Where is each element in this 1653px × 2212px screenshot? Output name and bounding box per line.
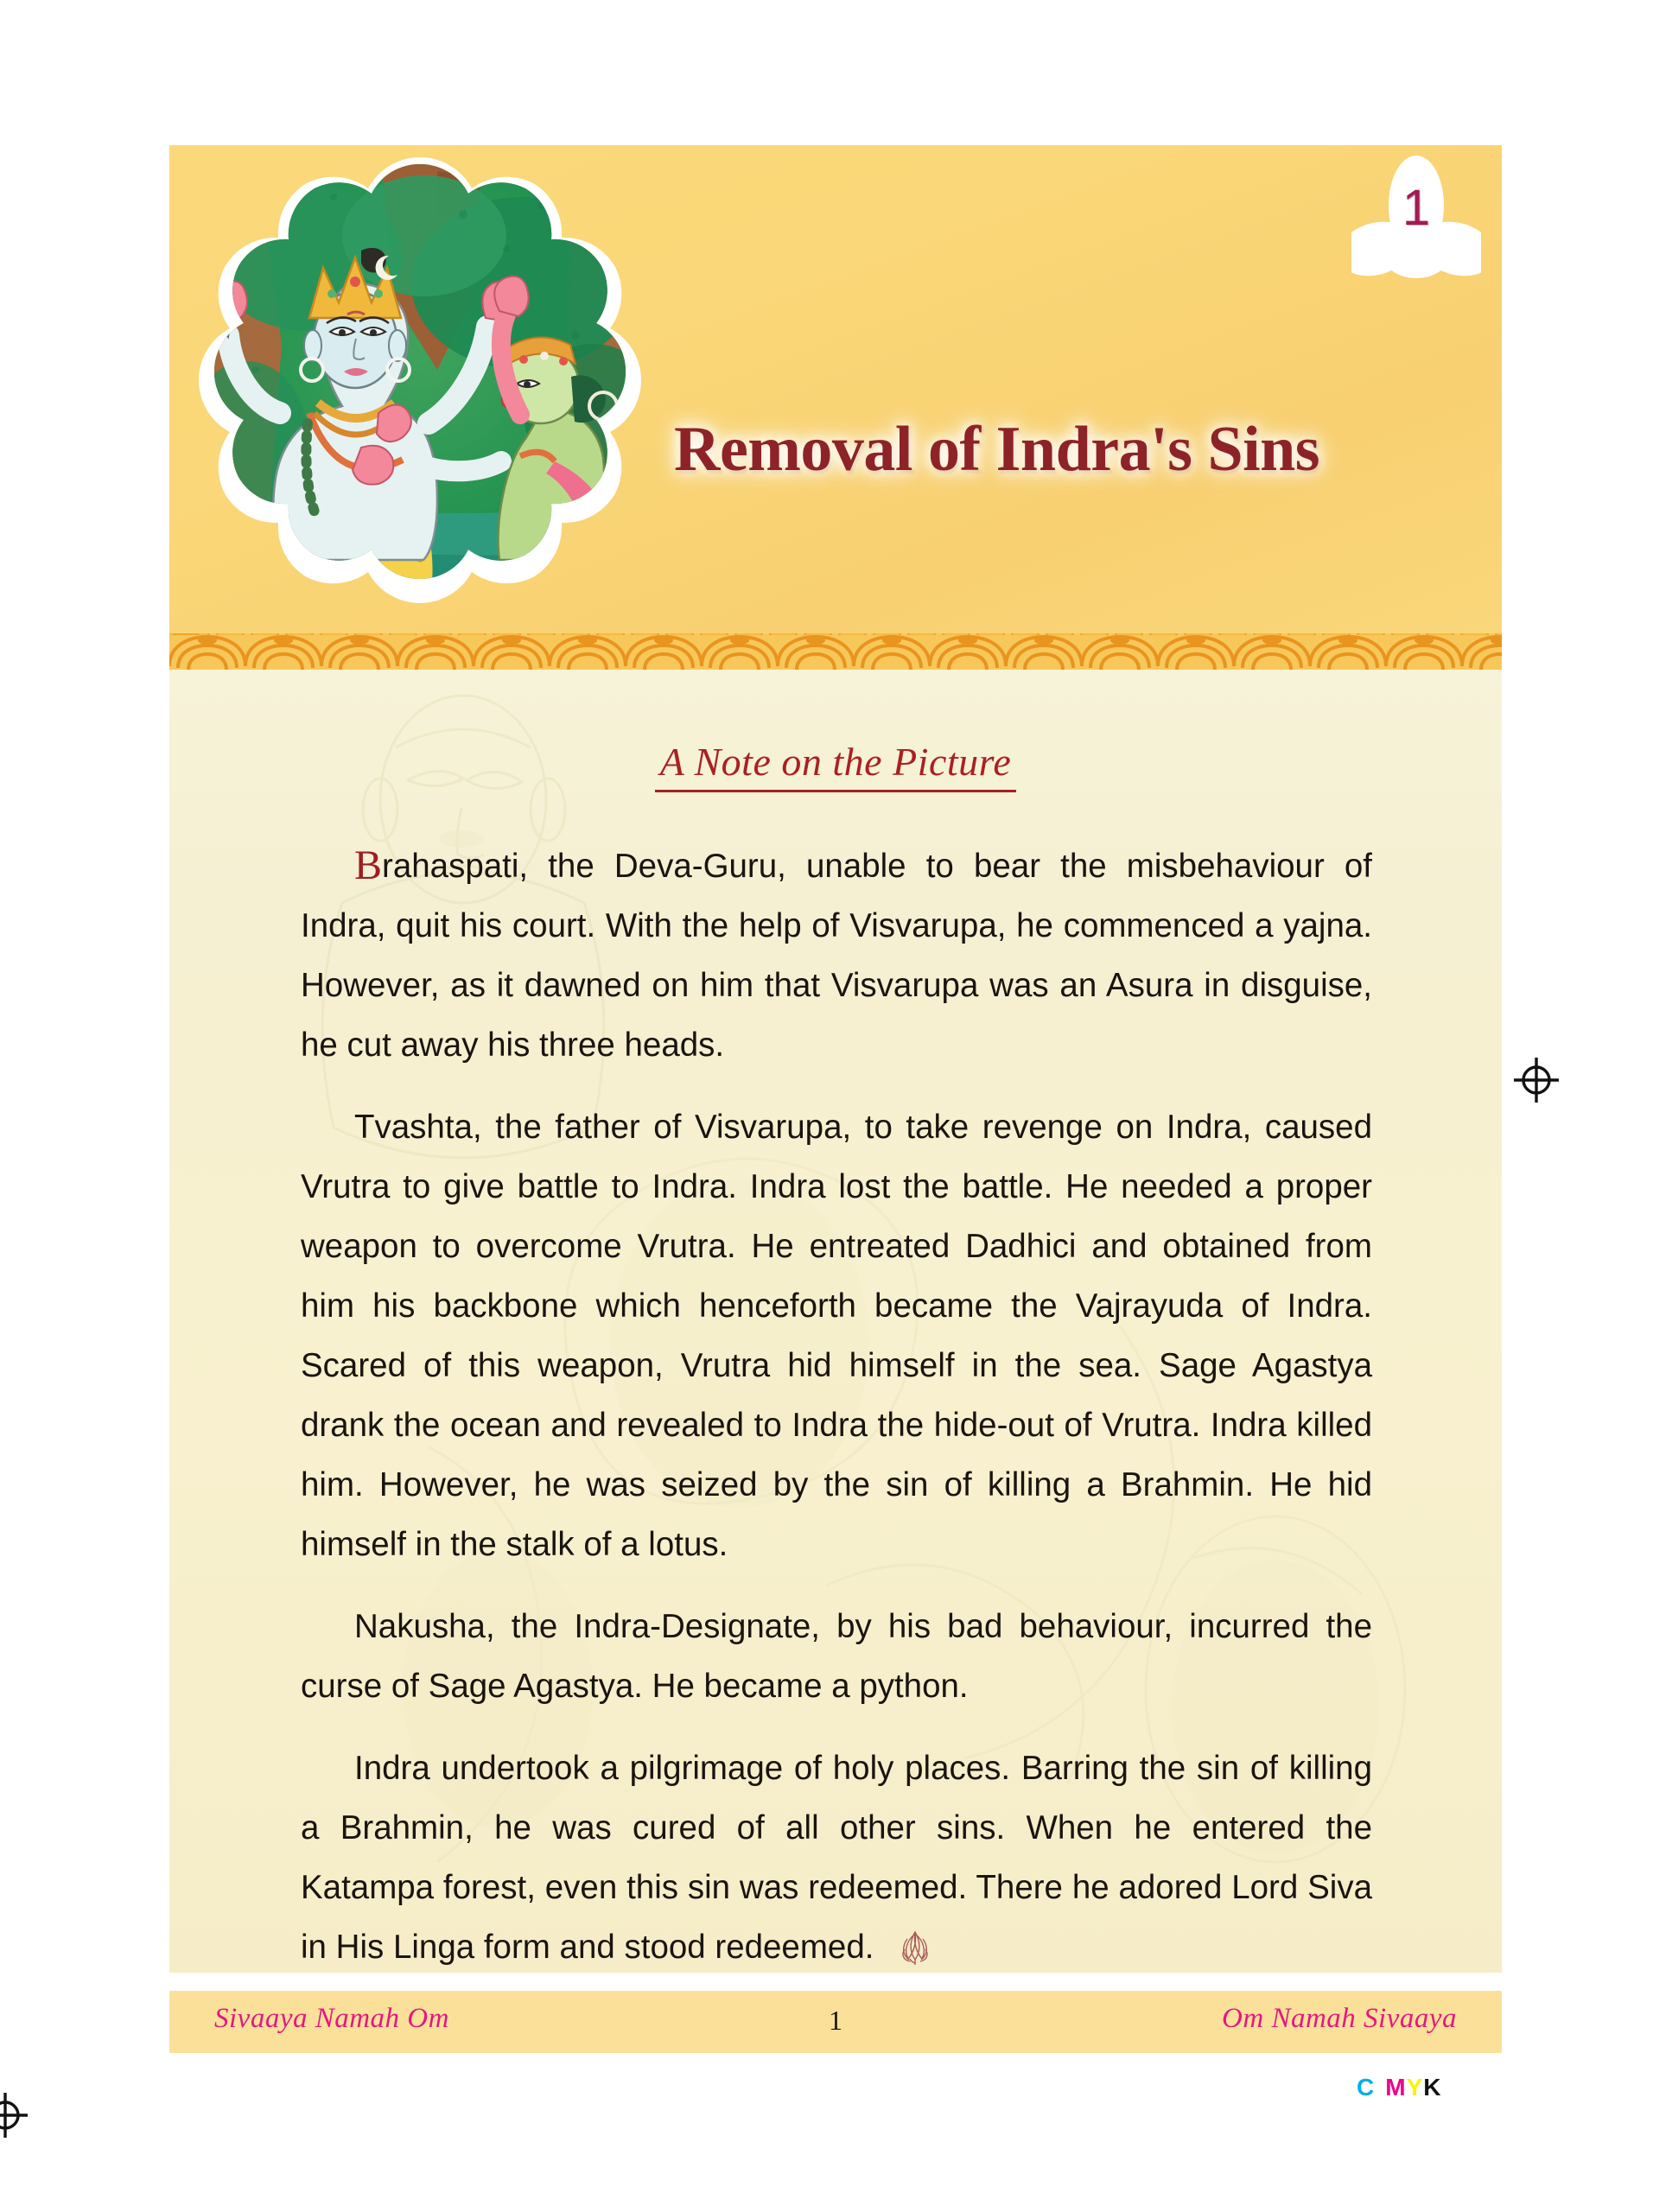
lotus-ornament-icon [896, 1929, 934, 1967]
chapter-body-panel [169, 670, 1502, 1973]
decorative-border-strip [169, 635, 1502, 670]
chapter-title: Removal of Indra's Sins [674, 414, 1320, 485]
drop-cap: B [354, 842, 383, 888]
cmyk-spacer [1375, 2074, 1385, 2101]
paragraph-1-text: rahaspati, the Deva-Guru, unable to bear the misbehaviour of Indra, quit his court. With the help of Visvarupa, he commenced a yajna. However, as it dawned on him that Visvarupa was an Asura in disguise, he cut away his three heads. [301, 848, 1372, 1064]
cmyk-print-mark [1357, 2074, 1441, 2101]
paragraph-2: Tvashta, the father of Visvarupa, to take revenge on Indra, caused Vrutra to give battle to Indra. Indra lost the battle. He needed a proper weapon to overcome Vrutra. He entreated Dadhici and obtained from him his backbone which henceforth became the Vajrayuda of Indra. Scared of this weapon, Vrutra hid himself in the sea. Sage Agastya drank the ocean and revealed to Indra the hide-out of Vrutra. Indra killed him. However, he was seized by the sin of killing a Brahmin. He hid himself in the stalk of a lotus. [301, 1109, 1372, 1563]
footer-page-number: 1 [829, 2005, 842, 2036]
story-text [301, 836, 1372, 1973]
paragraph-1 [301, 836, 1372, 1075]
cmyk-yellow: Y [1406, 2074, 1424, 2101]
cmyk-black: K [1423, 2074, 1442, 2101]
paragraph-3: Nakusha, the Indra-Designate, by his bad behaviour, incurred the curse of Sage Agastya. He became a python. [301, 1608, 1372, 1705]
chapter-number: 1 [1402, 180, 1431, 236]
footer-left-mantra: Sivaaya Namah Om [214, 2003, 449, 2034]
chapter-number-badge [1351, 152, 1481, 286]
footer-right-mantra: Om Namah Sivaaya [1222, 2003, 1457, 2034]
page-footer [169, 1991, 1502, 2053]
section-heading [169, 739, 1502, 792]
cmyk-cyan: C [1357, 2074, 1376, 2101]
cmyk-magenta: M [1385, 2074, 1407, 2101]
section-heading-text: A Note on the Picture [655, 739, 1017, 792]
registration-mark-bottom-left [0, 2091, 29, 2139]
paragraph-4 [301, 1738, 1372, 1973]
paragraph-4-text: Indra undertook a pilgrimage of holy places. Barring the sin of killing a Brahmin, he was cured of all other sins. When he entered the Katampa forest, even this sin was redeemed. There he adored Lord Siva in His Linga form and stood redeemed. [301, 1750, 1372, 1966]
chapter-illustration [178, 154, 662, 638]
registration-mark-right [1512, 1056, 1561, 1104]
